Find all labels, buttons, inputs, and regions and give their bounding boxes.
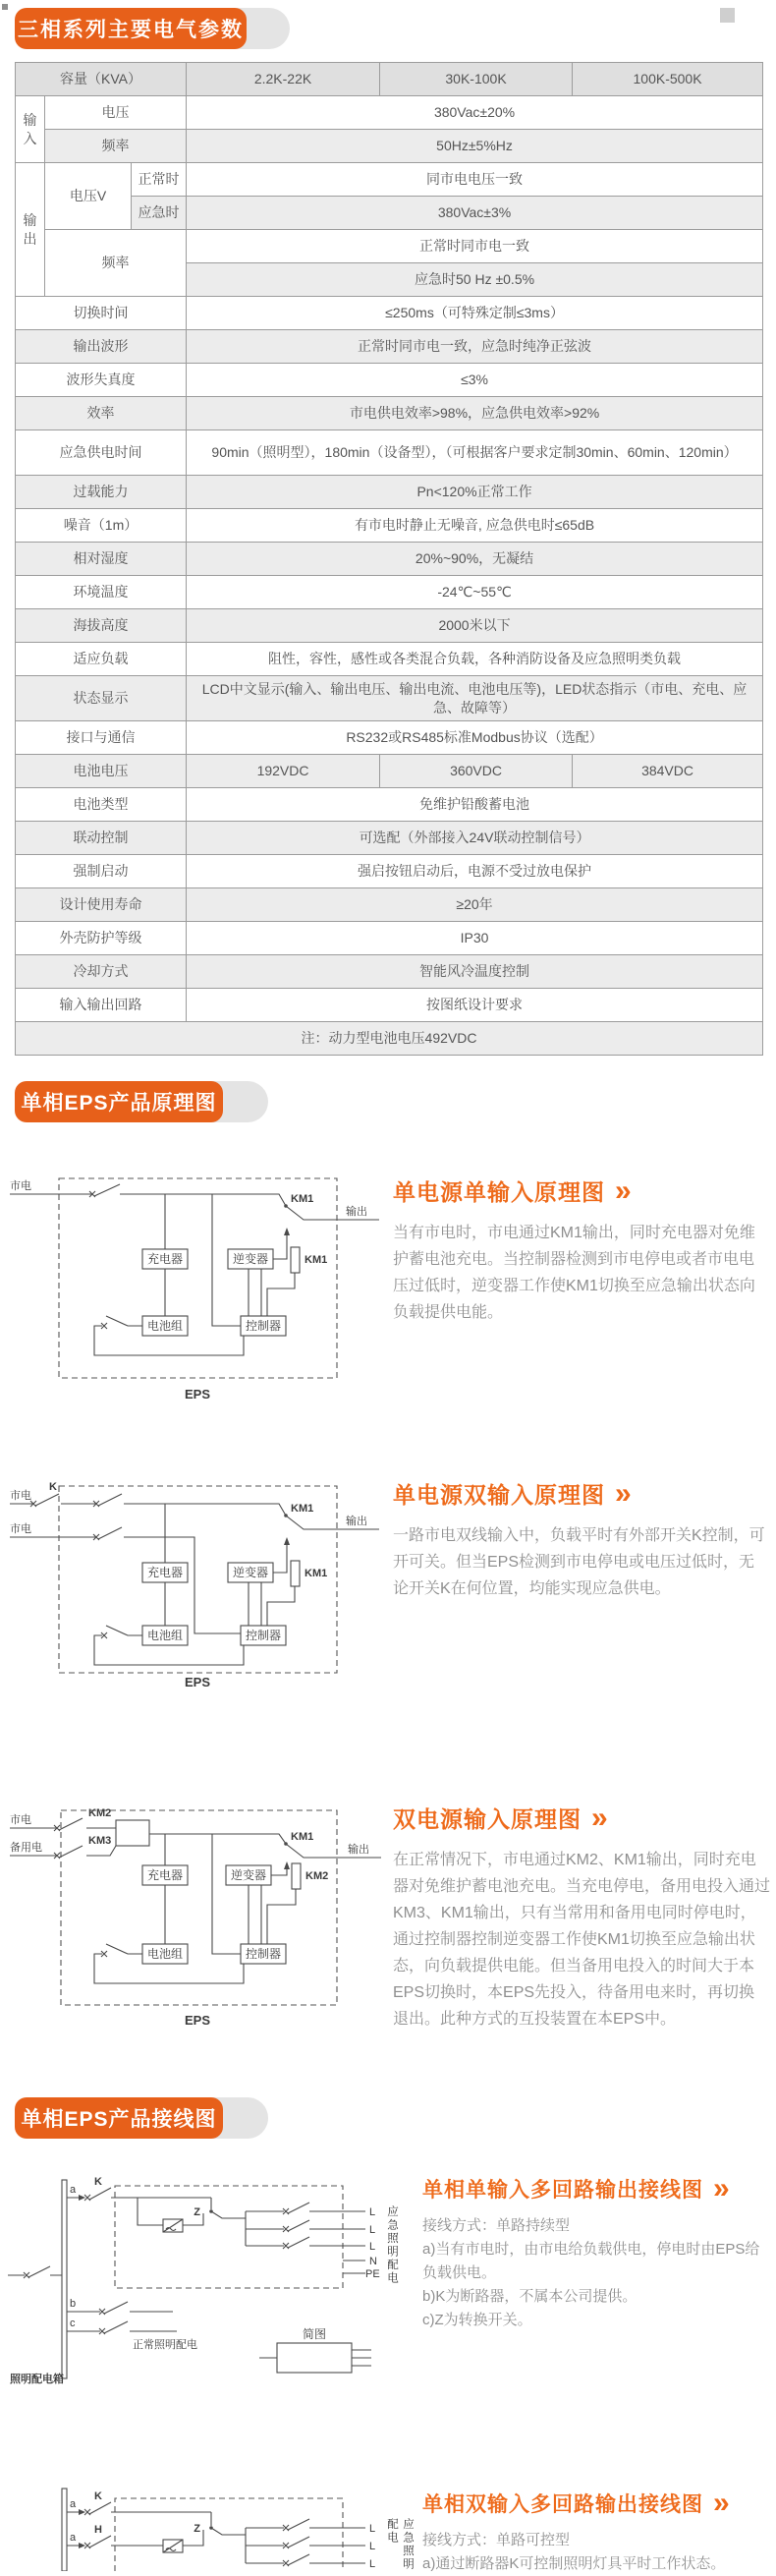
- group-output: 输出: [16, 163, 45, 297]
- km3-label: KM3: [88, 1835, 112, 1847]
- h-breaker-label: H: [94, 2524, 102, 2536]
- chevron-icon: »: [615, 1174, 633, 1207]
- row-value: ≤3%: [187, 364, 763, 397]
- row-value: 380Vac±3%: [187, 197, 763, 230]
- table-note-row: [16, 1022, 763, 1056]
- row-label: 电压V: [45, 163, 132, 230]
- km2-coil: [292, 1863, 301, 1889]
- line-label: L: [369, 2541, 376, 2552]
- section-banner-wiring-diagrams: [15, 2097, 280, 2139]
- row-value: 20%~90%，无凝结: [187, 543, 763, 576]
- row-value: IP30: [187, 922, 763, 955]
- group-input: 输入: [16, 96, 45, 163]
- table-row: [16, 922, 763, 955]
- row-label: 接口与通信: [16, 721, 187, 755]
- section-line: a)当有市电时，由市电给负载供电，停电时由EPS给负载供电。: [422, 2241, 760, 2281]
- neutral-label: N: [369, 2256, 377, 2267]
- corner-square-decoration: [2, 4, 8, 10]
- row-label: 噪音（1m）: [16, 509, 187, 543]
- pe-label: PE: [365, 2268, 380, 2280]
- chevron-icon: »: [615, 1477, 633, 1510]
- emergency-lighting-vertical-label: 应急照明配电: [386, 2205, 398, 2285]
- km2-label: KM2: [88, 1807, 112, 1819]
- row-label: 状态显示: [16, 676, 187, 721]
- row-label: 相对湿度: [16, 543, 187, 576]
- row-value: RS232或RS485标准Modbus协议（选配）: [187, 721, 763, 755]
- z-switch-label: Z: [194, 2206, 200, 2218]
- chevron-icon: »: [591, 1802, 609, 1834]
- mains-label: 市电: [10, 1490, 31, 1502]
- row-label: 频率: [45, 130, 187, 163]
- k-breaker-label: K: [94, 2490, 102, 2502]
- table-header-row: [16, 63, 763, 96]
- section-title-text: 单相单输入多回路输出接线图: [422, 2179, 703, 2202]
- table-row: [16, 430, 763, 476]
- controller-label: 控制器: [245, 1947, 282, 1961]
- row-value: 正常时同市电一致: [187, 230, 763, 263]
- section-banner-three-phase-params: [15, 8, 300, 49]
- eps-label: EPS: [184, 2013, 211, 2028]
- normal-lighting-label: 正常照明配电: [133, 2339, 197, 2351]
- backup-label: 备用电: [10, 1842, 42, 1854]
- table-row: [16, 163, 763, 197]
- dual-input-multi-loop-wiring-diagram: [8, 2481, 411, 2571]
- table-row: [16, 230, 763, 263]
- output-label: 输出: [346, 1206, 367, 1218]
- row-value: 2000米以下: [187, 609, 763, 643]
- km1-label: KM1: [291, 1193, 314, 1205]
- row-label: 适应负载: [16, 643, 187, 676]
- battery-voltage-3: 384VDC: [573, 755, 763, 788]
- header-range-1: 2.2K-22K: [187, 63, 380, 96]
- eps-label: EPS: [184, 1387, 211, 1402]
- banner-title: 单相EPS产品原理图: [15, 1081, 223, 1122]
- section-banner-principle-diagrams: [15, 1081, 280, 1122]
- single-source-dual-input-diagram: [8, 1447, 386, 1690]
- km1-coil-label: KM1: [305, 1568, 328, 1579]
- wiring-1-description: [422, 2172, 768, 2332]
- single-input-multi-loop-wiring-diagram: [8, 2174, 411, 2385]
- eps-label: EPS: [184, 1675, 211, 1689]
- table-row: [16, 643, 763, 676]
- table-row: [16, 822, 763, 855]
- chevron-icon: »: [713, 2172, 731, 2204]
- table-row: [16, 755, 763, 788]
- branch-a-label: a: [70, 2532, 77, 2544]
- section-title-text: 双电源输入原理图: [393, 1806, 582, 1832]
- battery-voltage-2: 360VDC: [380, 755, 573, 788]
- row-label: 效率: [16, 397, 187, 430]
- section-title-text: 单电源双输入原理图: [393, 1482, 605, 1508]
- three-phase-spec-table: [15, 62, 763, 1056]
- row-value: LCD中文显示(输入、输出电压、输出电流、电池电压等)，LED状态指示（市电、充电、应急、故障等）: [187, 676, 763, 721]
- table-row: [16, 397, 763, 430]
- table-row: [16, 721, 763, 755]
- row-label: 电池类型: [16, 788, 187, 822]
- row-value: 免维护铅酸蓄电池: [187, 788, 763, 822]
- row-label: 过载能力: [16, 476, 187, 509]
- table-row: [16, 576, 763, 609]
- row-label: 频率: [45, 230, 187, 297]
- row-value: 90min（照明型），180min（设备型），（可根据客户要求定制30min、60min、120min）: [187, 430, 763, 476]
- km1-label: KM1: [291, 1831, 314, 1843]
- battery-voltage-1: 192VDC: [187, 755, 380, 788]
- section-line: 接线方式：单路可控型: [422, 2532, 571, 2548]
- banner-title: 单相EPS产品接线图: [15, 2097, 223, 2139]
- banner-title: 三相系列主要电气参数: [15, 8, 247, 49]
- line-label: L: [369, 2241, 376, 2253]
- dual-source-input-diagram: [8, 1799, 391, 2034]
- mains-label: 市电: [10, 1523, 31, 1535]
- table-row: [16, 955, 763, 989]
- table-row: [16, 989, 763, 1022]
- chevron-icon: »: [713, 2487, 731, 2519]
- wiring-2-description: [422, 2487, 768, 2576]
- line-label: L: [369, 2558, 376, 2570]
- battery-label: 电池组: [146, 1629, 184, 1642]
- inverter-label: 逆变器: [232, 1252, 269, 1266]
- row-value: 阻性，容性，感性或各类混合负载，各种消防设备及应急照明类负载: [187, 643, 763, 676]
- row-label: 强制启动: [16, 855, 187, 888]
- row-value: ≤250ms（可特殊定制≤3ms）: [187, 297, 763, 330]
- km1-coil: [291, 1247, 300, 1273]
- battery-label: 电池组: [146, 1319, 184, 1333]
- row-value: ≥20年: [187, 888, 763, 922]
- k-breaker-label: K: [94, 2176, 102, 2188]
- sketch-label: 简图: [302, 2327, 327, 2341]
- km1-coil: [291, 1561, 300, 1586]
- table-row: [16, 509, 763, 543]
- table-row: [16, 96, 763, 130]
- header-range-3: 100K-500K: [573, 63, 763, 96]
- header-capacity: 容量（KVA）: [16, 63, 187, 96]
- row-value: 可选配（外部接入24V联动控制信号）: [187, 822, 763, 855]
- row-label: 外壳防护等级: [16, 922, 187, 955]
- principle-3-description: [393, 1802, 771, 2032]
- row-value: 380Vac±20%: [187, 96, 763, 130]
- section-body: 在正常情况下，市电通过KM2、KM1输出，同时充电器对免维护蓄电池充电。当充电停电，备用电投入通过KM3、KM1输出，只有当常用和备用电同时停电时，通过控制器控制逆变器工作使KM1切换至应急输出状态，向负载提供电能。但当备用电投入的时间大于本EPS切换时，本EPS先投入，待备用电来时，再切换退出。此种方式的互投装置在本EPS中。: [393, 1852, 771, 2028]
- charger-label: 充电器: [146, 1252, 184, 1266]
- charger-label: 充电器: [146, 1566, 184, 1579]
- branch-b-label: b: [70, 2298, 77, 2310]
- section-title-text: 单相双输入多回路输出接线图: [422, 2493, 703, 2516]
- battery-label: 电池组: [146, 1947, 184, 1961]
- table-note: 注：动力型电池电压492VDC: [16, 1022, 763, 1056]
- table-row: [16, 543, 763, 576]
- row-value: 50Hz±5%Hz: [187, 130, 763, 163]
- row-label: 冷却方式: [16, 955, 187, 989]
- row-label: 环境温度: [16, 576, 187, 609]
- row-label: 电池电压: [16, 755, 187, 788]
- distribution-bus: [62, 2180, 67, 2378]
- table-row: [16, 788, 763, 822]
- row-label: 应急供电时间: [16, 430, 187, 476]
- table-row: [16, 364, 763, 397]
- output-label: 输出: [346, 1516, 367, 1527]
- section-title-text: 单电源单输入原理图: [393, 1179, 605, 1205]
- z-switch-label: Z: [194, 2523, 200, 2535]
- row-value: 强启按钮启动后，电源不受过放电保护: [187, 855, 763, 888]
- line-label: L: [369, 2224, 376, 2236]
- row-label: 波形失真度: [16, 364, 187, 397]
- branch-a-label: a: [70, 2498, 77, 2510]
- emergency-lighting-vertical-label: 应急照明配电: [386, 2518, 414, 2571]
- row-label: 切换时间: [16, 297, 187, 330]
- section-line: a)通过断路器K可控制照明灯具平时工作状态。: [422, 2555, 726, 2572]
- sub-label: 应急时: [132, 197, 187, 230]
- wiring-2-title[interactable]: [422, 2487, 768, 2519]
- table-row: [16, 888, 763, 922]
- table-row: [16, 609, 763, 643]
- principle-1-title[interactable]: [393, 1174, 768, 1207]
- row-label: 海拔高度: [16, 609, 187, 643]
- table-row: [16, 130, 763, 163]
- section-line: b)K为断路器，不属本公司提供。: [422, 2288, 637, 2305]
- principle-2-title[interactable]: [393, 1477, 768, 1510]
- row-label: 设计使用寿命: [16, 888, 187, 922]
- section-body: 当有市电时，市电通过KM1输出，同时充电器对免维护蓄电池充电。当控制器检测到市电停电或者市电电压过低时，逆变器工作使KM1切换至应急输出状态向负载提供电能。: [393, 1225, 755, 1321]
- table-row: [16, 855, 763, 888]
- row-value: 智能风冷温度控制: [187, 955, 763, 989]
- row-value: 市电供电效率>98%，应急供电效率>92%: [187, 397, 763, 430]
- panel-label: 照明配电箱: [10, 2374, 64, 2385]
- single-source-single-input-diagram: [8, 1173, 386, 1408]
- row-value: 正常时同市电一致，应急时纯净正弦波: [187, 330, 763, 364]
- row-value: 应急时50 Hz ±0.5%: [187, 263, 763, 297]
- table-row: [16, 297, 763, 330]
- table-row: [16, 676, 763, 721]
- table-row: [16, 476, 763, 509]
- section-body: 一路市电双线输入中，负载平时有外部开关K控制，可开可关。但当EPS检测到市电停电或电压过低时，无论开关K在何位置，均能实现应急供电。: [393, 1527, 765, 1597]
- branch-c-label: c: [70, 2318, 76, 2329]
- section-line: 接线方式：单路持续型: [422, 2217, 571, 2234]
- row-value: Pn<120%正常工作: [187, 476, 763, 509]
- output-label: 输出: [348, 1844, 369, 1856]
- section-line: c)Z为转换开关。: [422, 2312, 532, 2328]
- km1-label: KM1: [291, 1503, 314, 1515]
- row-value: -24℃~55℃: [187, 576, 763, 609]
- line-label: L: [369, 2523, 376, 2535]
- row-label: 联动控制: [16, 822, 187, 855]
- interlock-box: [116, 1820, 149, 1846]
- charger-label: 充电器: [146, 1868, 184, 1882]
- distribution-bus: [62, 2489, 67, 2571]
- principle-2-description: [393, 1477, 768, 1602]
- mains-label: 市电: [10, 1814, 31, 1826]
- principle-3-title[interactable]: [393, 1802, 770, 1834]
- row-label: 输出波形: [16, 330, 187, 364]
- k-switch-label: K: [49, 1481, 57, 1493]
- km1-coil-label: KM1: [305, 1254, 328, 1266]
- principle-1-description: [393, 1174, 768, 1326]
- controller-label: 控制器: [245, 1629, 282, 1642]
- sub-label: 正常时: [132, 163, 187, 197]
- corner-square-decoration: [720, 8, 735, 23]
- table-row: [16, 330, 763, 364]
- mains-label: 市电: [10, 1180, 31, 1192]
- row-value: 同市电电压一致: [187, 163, 763, 197]
- row-label: 输入输出回路: [16, 989, 187, 1022]
- row-value: 按图纸设计要求: [187, 989, 763, 1022]
- km2-coil-label: KM2: [305, 1870, 329, 1882]
- row-value: 有市电时静止无噪音, 应急供电时≤65dB: [187, 509, 763, 543]
- sketch-box: [277, 2343, 352, 2373]
- controller-label: 控制器: [245, 1319, 282, 1333]
- wiring-1-title[interactable]: [422, 2172, 768, 2204]
- header-range-2: 30K-100K: [380, 63, 573, 96]
- row-label: 电压: [45, 96, 187, 130]
- line-label: L: [369, 2206, 376, 2218]
- branch-a-label: a: [70, 2184, 77, 2196]
- inverter-label: 逆变器: [230, 1868, 267, 1882]
- inverter-label: 逆变器: [232, 1566, 269, 1579]
